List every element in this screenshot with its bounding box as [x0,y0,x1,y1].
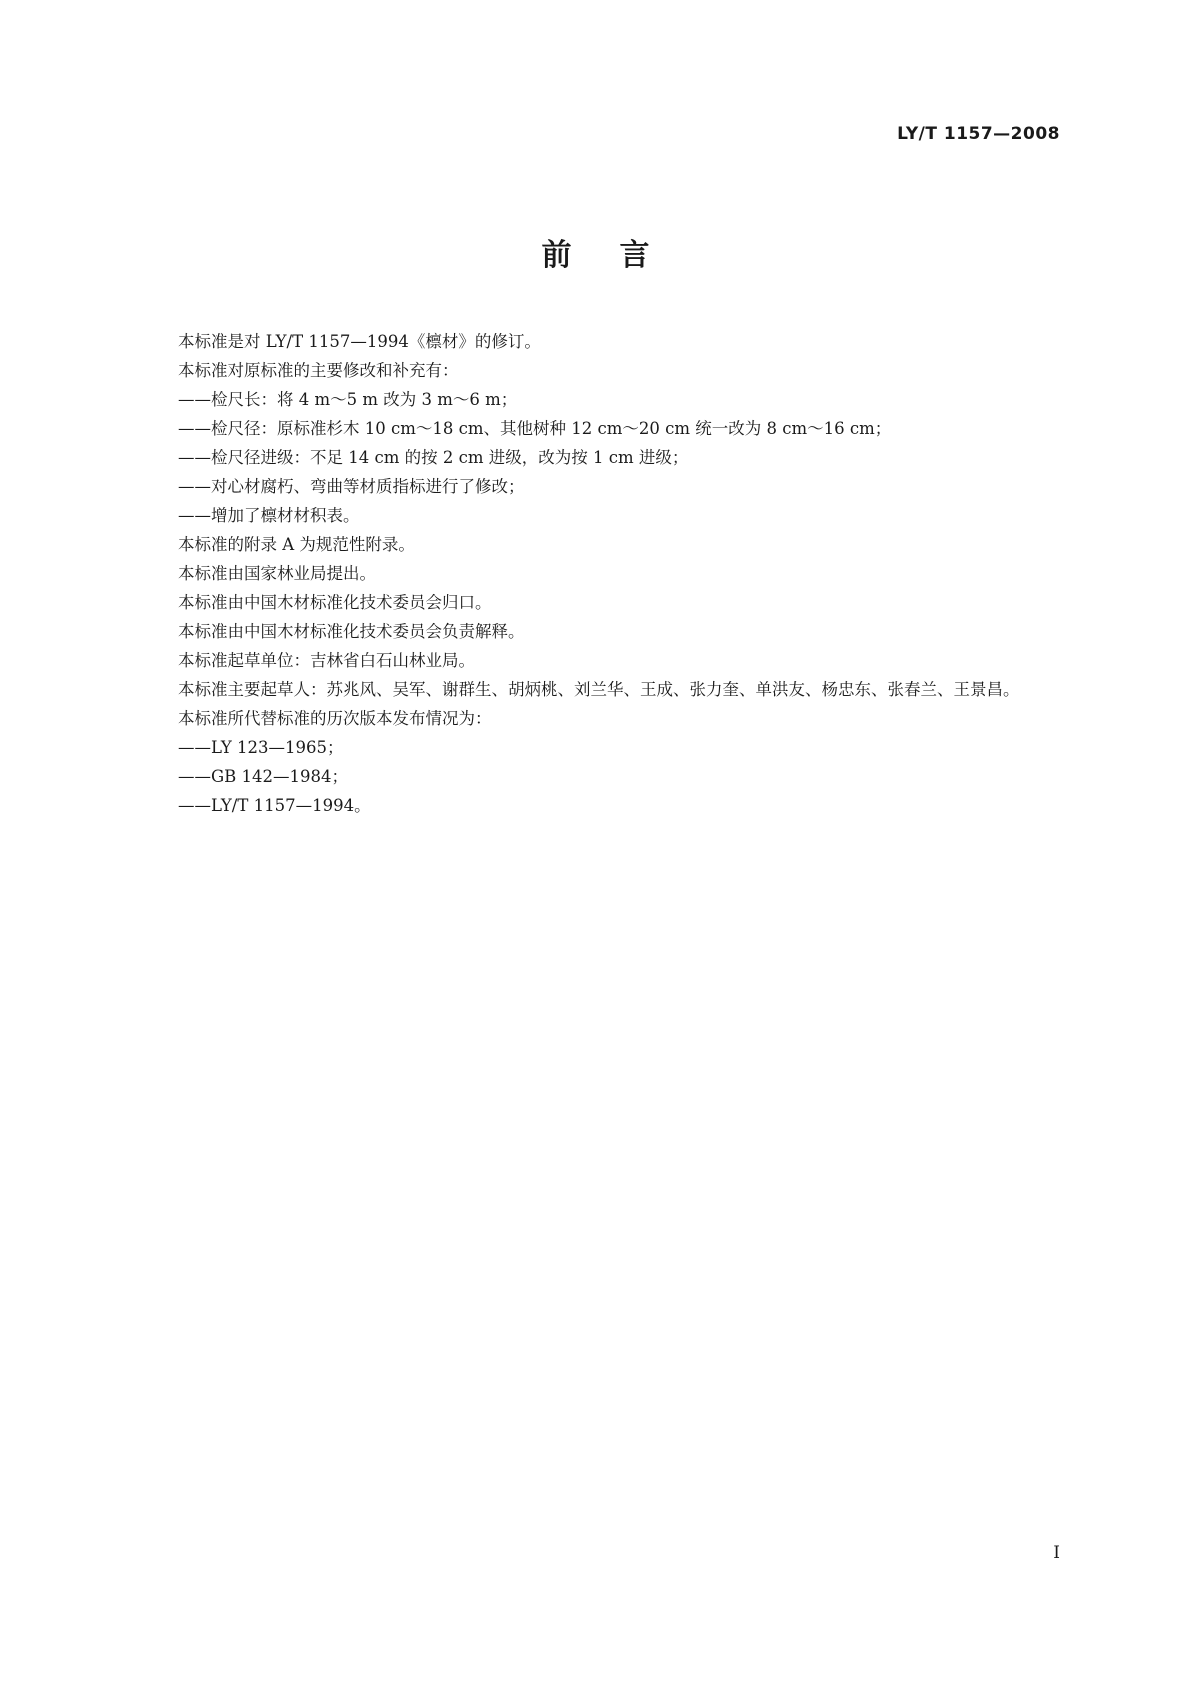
paragraph-drafters: 本标准主要起草人：苏兆风、吴军、谢群生、胡炳桃、刘兰华、王成、张力奎、单洪友、杨忠东、张春兰、王景昌。 [178,680,1020,699]
list-item-diameter-grade: ——检尺径进级：不足 14 cm 的按 2 cm 进级，改为按 1 cm 进级； [178,448,689,467]
paragraph-changes-intro: 本标准对原标准的主要修改和补充有： [178,361,459,380]
foreword-body [137,327,1061,820]
standard-code: LY/T 1157—2008 [897,124,1060,144]
page-title: 前言 [541,238,698,273]
list-item-length: ——检尺长：将 4 m～5 m 改为 3 m～6 m； [178,390,518,409]
page-number: I [1053,1543,1060,1563]
paragraph-revision: 本标准是对 LY/T 1157—1994《檩材》的修订。 [178,332,541,351]
list-item-history-3: ——LY/T 1157—1994。 [178,796,371,815]
list-item-history-2: ——GB 142—1984； [178,767,349,786]
list-item-volume-table: ——增加了檩材材积表。 [178,506,360,525]
paragraph-history-intro: 本标准所代替标准的历次版本发布情况为： [178,709,492,728]
list-item-history-1: ——LY 123—1965； [178,738,344,757]
paragraph-appendix: 本标准的附录 A 为规范性附录。 [178,535,415,554]
paragraph-interpretation: 本标准由中国木材标准化技术委员会负责解释。 [178,622,525,641]
list-item-diameter: ——检尺径：原标准杉木 10 cm～18 cm、其他树种 12 cm～20 cm 统一改为 8 cm～16 cm； [178,419,892,438]
paragraph-centralized: 本标准由中国木材标准化技术委员会归口。 [178,593,492,612]
list-item-quality: ——对心材腐朽、弯曲等材质指标进行了修改； [178,477,525,496]
paragraph-proposer: 本标准由国家林业局提出。 [178,564,376,583]
paragraph-drafting-unit: 本标准起草单位：吉林省白石山林业局。 [178,651,475,670]
